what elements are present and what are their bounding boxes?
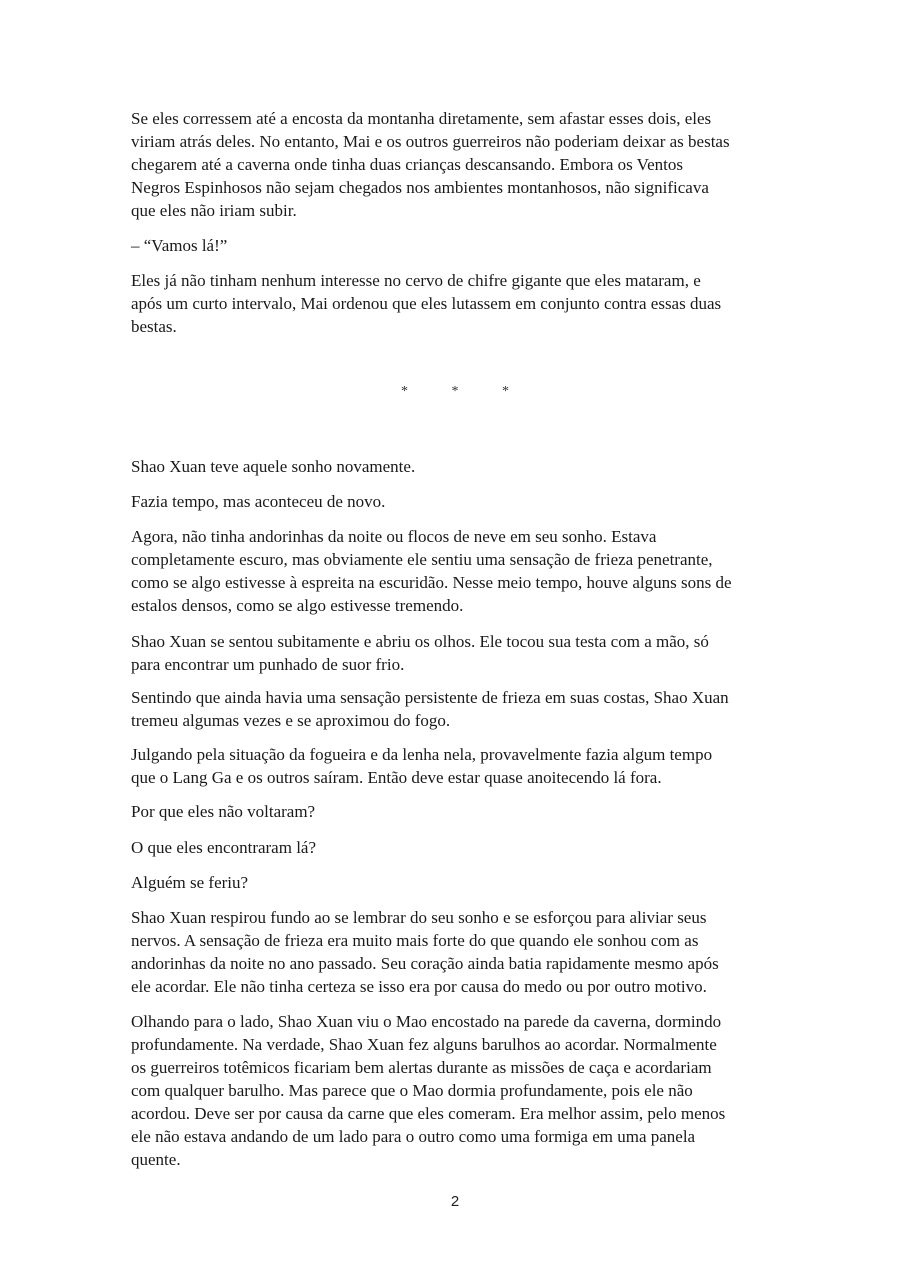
section-separator: * * * bbox=[401, 384, 529, 399]
paragraph bbox=[131, 490, 791, 513]
paragraph bbox=[131, 836, 791, 859]
paragraph bbox=[131, 107, 791, 222]
paragraph-text: Olhando para o lado, Shao Xuan viu o Mao encostado na parede da caverna, dormindo profundamente. Na verdade, Shao Xuan fez alguns barulhos ao acordar. Normalmente os guerreiros totêmicos ficariam bem alertas durante as missões de caça e acordariam com qualquer barulho. Mas parece que o Mao dormia profundamente, pois ele não acordou. Deve ser por causa da carne que eles comeram. Era melhor assim, pelo menos ele não estava andando de um lado para o outro como uma formiga em uma panela quente. bbox=[131, 1012, 726, 1169]
paragraph-text: Agora, não tinha andorinhas da noite ou flocos de neve em seu sonho. Estava completamente escuro, mas obviamente ele sentiu uma sensação de frieza penetrante, como se algo estivesse à espreita na escuridão. Nesse meio tempo, houve alguns sons de estalos densos, como se algo estivesse tremendo. bbox=[131, 527, 732, 615]
paragraph-text: Shao Xuan se sentou subitamente e abriu os olhos. Ele tocou sua testa com a mão, só para encontrar um punhado de suor frio. bbox=[131, 632, 709, 674]
paragraph-text: Por que eles não voltaram? bbox=[131, 802, 316, 821]
page-number: 2 bbox=[450, 1193, 460, 1210]
paragraph bbox=[131, 269, 791, 338]
paragraph bbox=[131, 630, 791, 676]
paragraph bbox=[131, 871, 791, 894]
paragraph-text: Se eles corressem até a encosta da montanha diretamente, sem afastar esses dois, eles viriam atrás deles. No entanto, Mai e os outros guerreiros não poderiam deixar as bestas chegarem até a caverna onde tinha duas crianças descansando. Embora os Ventos Negros Espinhosos não sejam chegados nos ambientes montanhosos, não significava que eles não iriam subir. bbox=[131, 109, 730, 220]
paragraph bbox=[131, 234, 791, 257]
paragraph bbox=[131, 743, 791, 789]
paragraph bbox=[131, 906, 791, 998]
paragraph-text: O que eles encontraram lá? bbox=[131, 838, 317, 857]
paragraph bbox=[131, 686, 791, 732]
paragraph bbox=[131, 1010, 791, 1171]
paragraph-text: – “Vamos lá!” bbox=[131, 236, 228, 255]
paragraph-text: Fazia tempo, mas aconteceu de novo. bbox=[131, 492, 386, 511]
paragraph-text: Sentindo que ainda havia uma sensação persistente de frieza em suas costas, Shao Xuan tremeu algumas vezes e se aproximou do fogo. bbox=[131, 688, 729, 730]
paragraph bbox=[131, 800, 791, 823]
paragraph bbox=[131, 525, 791, 617]
paragraph bbox=[131, 455, 791, 478]
paragraph-text: Shao Xuan teve aquele sonho novamente. bbox=[131, 457, 416, 476]
paragraph-text: Eles já não tinham nenhum interesse no cervo de chifre gigante que eles mataram, e após um curto intervalo, Mai ordenou que eles lutassem em conjunto contra essas duas bestas. bbox=[131, 271, 722, 336]
paragraph-text: Alguém se feriu? bbox=[131, 873, 249, 892]
paragraph-text: Shao Xuan respirou fundo ao se lembrar do seu sonho e se esforçou para aliviar seus nervos. A sensação de frieza era muito mais forte do que quando ele sonhou com as andorinhas da noite no ano passado. Seu coração ainda batia rapidamente mesmo após ele acordar. Ele não tinha certeza se isso era por causa do medo ou por outro motivo. bbox=[131, 908, 719, 996]
paragraph-text: Julgando pela situação da fogueira e da lenha nela, provavelmente fazia algum tempo que o Lang Ga e os outros saíram. Então deve estar quase anoitecendo lá fora. bbox=[131, 745, 713, 787]
